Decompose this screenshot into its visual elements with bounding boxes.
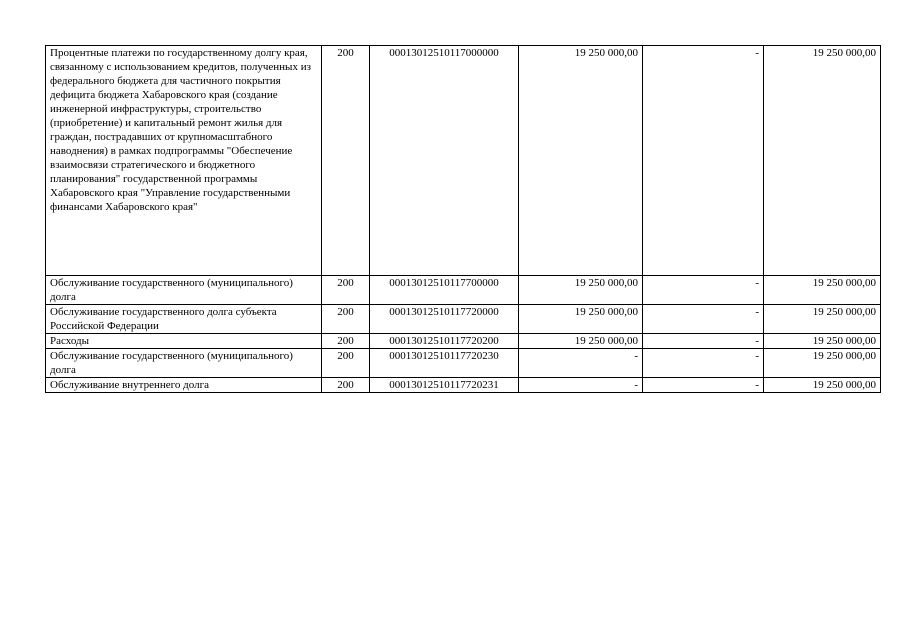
row-kbk-cell: 00013012510117720000 [370,305,519,334]
row-remainder-cell: 19 250 000,00 [764,276,881,305]
row-name-cell: Расходы [46,334,322,349]
row-remainder-cell: 19 250 000,00 [764,378,881,393]
row-kbk-cell: 00013012510117720200 [370,334,519,349]
row-kbk-cell: 00013012510117700000 [370,276,519,305]
row-code-cell: 200 [322,378,370,393]
row-code-cell: 200 [322,276,370,305]
table-row [46,378,881,393]
row-executed-cell: - [643,46,764,276]
row-kbk-cell: 00013012510117720230 [370,349,519,378]
row-remainder-cell: 19 250 000,00 [764,334,881,349]
row-plan-cell: - [519,378,643,393]
table-row [46,349,881,378]
row-name-cell: Процентные платежи по государственному долгу края, связанному с использованием кредитов, полученных из федерального бюджета для частичного покрытия дефицита бюджета Хабаровского края (создание инженерной инфраструктуры, строительство (приобретение) и капитальный ремонт жилья для граждан, пострадавших от крупномасштабного наводнения) в рамках подпрограммы "Обеспечение взаимосвязи стратегического и бюджетного планирования" государственной программы Хабаровского края "Управление государственными финансами Хабаровского края" [46,46,322,276]
row-plan-cell: 19 250 000,00 [519,334,643,349]
row-executed-cell: - [643,378,764,393]
row-remainder-cell: 19 250 000,00 [764,305,881,334]
row-code-cell: 200 [322,334,370,349]
table-row [46,46,881,276]
row-name-cell: Обслуживание государственного долга субъекта Российской Федерации [46,305,322,334]
row-code-cell: 200 [322,305,370,334]
row-kbk-cell: 00013012510117000000 [370,46,519,276]
table-row [46,334,881,349]
row-name-cell: Обслуживание внутреннего долга [46,378,322,393]
row-code-cell: 200 [322,46,370,276]
row-executed-cell: - [643,334,764,349]
row-kbk-cell: 00013012510117720231 [370,378,519,393]
table-row [46,276,881,305]
row-code-cell: 200 [322,349,370,378]
row-remainder-cell: 19 250 000,00 [764,349,881,378]
row-executed-cell: - [643,276,764,305]
budget-execution-table [45,45,881,393]
row-plan-cell: 19 250 000,00 [519,46,643,276]
row-name-cell: Обслуживание государственного (муниципального) долга [46,276,322,305]
row-executed-cell: - [643,305,764,334]
row-remainder-cell: 19 250 000,00 [764,46,881,276]
row-plan-cell: 19 250 000,00 [519,305,643,334]
row-executed-cell: - [643,349,764,378]
table-row [46,305,881,334]
row-plan-cell: - [519,349,643,378]
row-plan-cell: 19 250 000,00 [519,276,643,305]
row-name-cell: Обслуживание государственного (муниципального) долга [46,349,322,378]
